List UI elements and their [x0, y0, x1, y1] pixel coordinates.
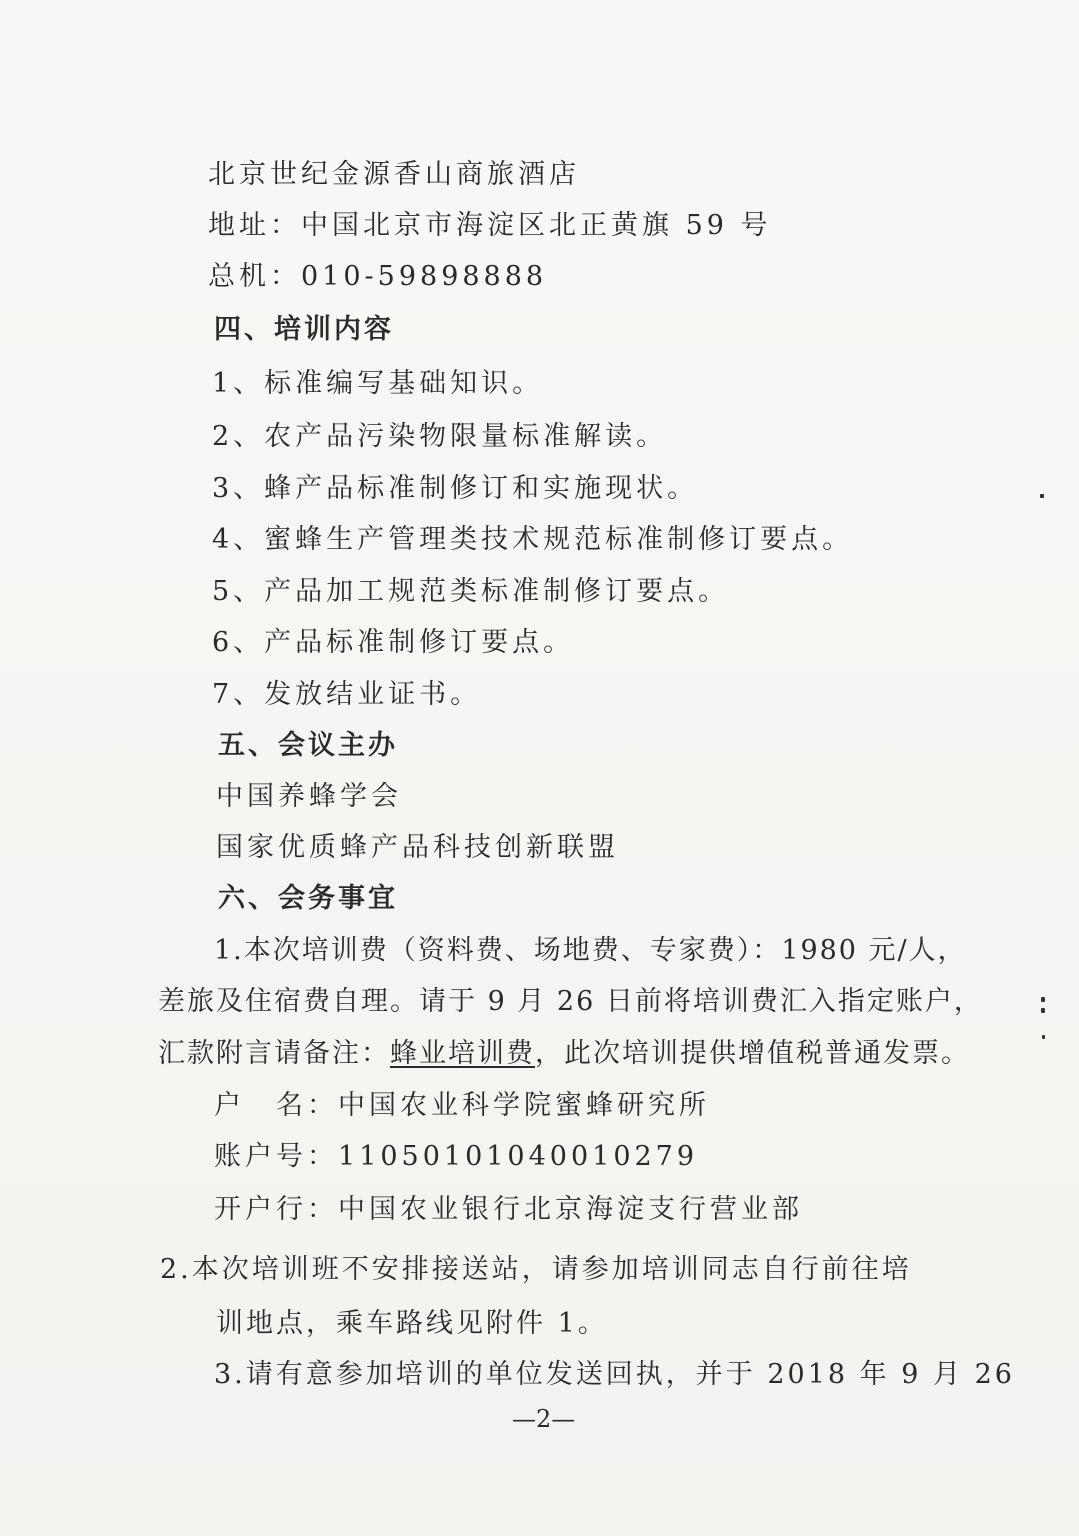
registration-paragraph-line-1: 3.请有意参加培训的单位发送回执，并于 2018 年 9 月 26	[214, 1359, 1015, 1390]
fee-paragraph-line-1: 1.本次培训费（资料费、场地费、专家费）：1980 元/人，	[214, 935, 967, 966]
section-6-heading: 六、会务事宜	[218, 883, 398, 914]
section-4-item: 3、蜂产品标准制修订和实施现状。	[212, 473, 699, 504]
section-4-item: 4、蜜蜂生产管理类技术规范标准制修订要点。	[212, 524, 854, 555]
remit-note-label: 汇款附言请备注：	[158, 1038, 390, 1069]
section-5-heading: 五、会议主办	[218, 730, 398, 761]
fee-paragraph-line-3	[158, 1040, 970, 1067]
transport-paragraph-line-2: 训地点，乘车路线见附件 1。	[216, 1308, 608, 1339]
scan-speck	[1042, 1035, 1045, 1039]
section-4-item: 5、产品加工规范类标准制修订要点。	[212, 576, 730, 607]
scan-speck	[1040, 494, 1044, 498]
section-4-item: 2、农产品污染物限量标准解读。	[212, 421, 668, 452]
scan-speck	[1041, 1008, 1045, 1013]
account-number: 账户号：11050101040010279	[214, 1141, 699, 1172]
organizer: 中国养蜂学会	[216, 781, 402, 812]
section-4-item: 7、发放结业证书。	[212, 679, 482, 710]
section-4-item: 6、产品标准制修订要点。	[212, 627, 575, 658]
fee-paragraph-line-2: 差旅及住宿费自理。请于 9 月 26 日前将培训费汇入指定账户，	[158, 986, 983, 1017]
bank-name: 开户行：中国农业银行北京海淀支行营业部	[214, 1194, 803, 1225]
organizer: 国家优质蜂产品科技创新联盟	[216, 832, 619, 863]
hotel-address: 地址：中国北京市海淀区北正黄旗 59 号	[208, 210, 772, 241]
page-number: —2—	[512, 1405, 576, 1433]
account-name: 户 名：中国农业科学院蜜蜂研究所	[214, 1090, 710, 1121]
section-4-item: 1、标准编写基础知识。	[212, 368, 544, 399]
invoice-note: ，此次培训提供增值税普通发票。	[535, 1038, 970, 1069]
scan-speck	[1041, 997, 1045, 1002]
hotel-phone: 总机：010-59898888	[208, 261, 548, 292]
transport-paragraph-line-1: 2.本次培训班不安排接送站，请参加培训同志自行前往培	[160, 1254, 912, 1285]
remit-note-keyword: 蜂业培训费	[390, 1038, 535, 1069]
section-4-heading: 四、培训内容	[214, 314, 394, 345]
hotel-name: 北京世纪金源香山商旅酒店	[208, 159, 580, 190]
